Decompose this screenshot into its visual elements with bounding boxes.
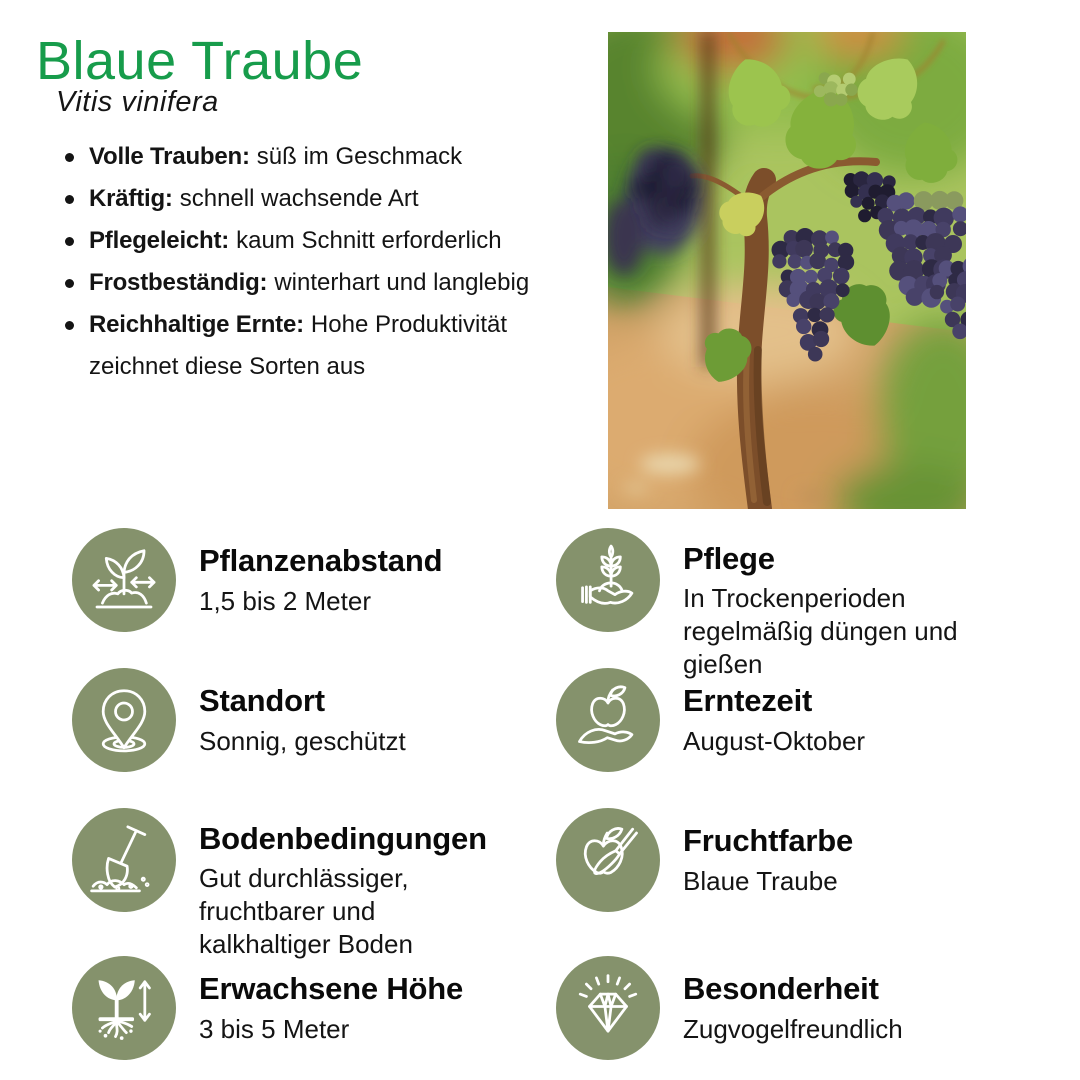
hand-plant-icon — [556, 528, 660, 632]
diamond-icon — [556, 956, 660, 1060]
location-pin-icon — [72, 668, 176, 772]
feature-card-pflanzenabstand — [72, 528, 442, 632]
feature-text: 3 bis 5 Meter — [199, 1013, 350, 1044]
bullet-text: winterhart und langlebig — [274, 269, 530, 296]
bullet-label: Kräftig: — [89, 185, 173, 212]
feature-title: Bodenbedingungen — [199, 821, 487, 856]
hand-apple-icon — [556, 668, 660, 772]
vineyard-photo — [608, 32, 966, 509]
feature-title: Besonderheit — [683, 971, 879, 1007]
feature-card-fruchtfarbe — [556, 808, 853, 912]
plant-height-icon — [72, 956, 176, 1060]
feature-text: Gut durchlässiger, fruchtbarer und kalkhaltiger Boden — [199, 863, 413, 960]
feature-title: Fruchtfarbe — [683, 823, 854, 859]
feature-text: August-Oktober — [683, 725, 866, 756]
feature-text: Sonnig, geschützt — [199, 725, 406, 756]
feature-title: Erwachsene Höhe — [199, 971, 464, 1007]
botanical-name: Vitis vinifera — [56, 86, 219, 118]
feature-text: Blaue Traube — [683, 865, 838, 896]
feature-text: In Trockenperioden regelmäßig düngen und gießen — [683, 583, 958, 680]
bullet-item — [62, 136, 534, 178]
trait-bullet-list — [62, 136, 534, 388]
feature-title: Pflege — [683, 541, 775, 576]
feature-card-standort — [72, 668, 406, 772]
bullet-text: Hohe Produktivität zeichnet diese Sorten aus — [89, 311, 508, 380]
bullet-label: Pflegeleicht: — [89, 227, 230, 254]
plant-spacing-icon — [72, 528, 176, 632]
vineyard-photo-illustration — [608, 32, 966, 509]
feature-card-erntezeit — [556, 668, 865, 772]
bullet-text: süß im Geschmack — [256, 143, 463, 170]
shovel-icon — [72, 808, 176, 912]
bullet-item — [62, 178, 534, 220]
bullet-text: schnell wachsende Art — [179, 185, 419, 212]
feature-text: Zugvogelfreundlich — [683, 1013, 903, 1044]
bullet-text: kaum Schnitt erforderlich — [236, 227, 502, 254]
feature-card-bodenbedingungen — [72, 808, 487, 961]
bullet-label: Frostbeständig: — [89, 269, 268, 296]
feature-text: 1,5 bis 2 Meter — [199, 585, 371, 616]
feature-title: Pflanzenabstand — [199, 543, 443, 579]
page-title: Blaue Traube — [36, 31, 364, 91]
feature-title: Standort — [199, 683, 325, 719]
bullet-item — [62, 262, 534, 304]
feature-title: Erntezeit — [683, 683, 813, 719]
feature-card-besonderheit — [556, 956, 903, 1060]
feature-card-erwachsene-hoehe — [72, 956, 463, 1060]
bullet-label: Reichhaltige Ernte: — [89, 311, 304, 338]
feature-card-pflege — [556, 528, 985, 681]
bullet-item — [62, 220, 534, 262]
bullet-label: Volle Trauben: — [89, 143, 250, 170]
bullet-item — [62, 304, 534, 388]
apple-paintbrush-icon — [556, 808, 660, 912]
